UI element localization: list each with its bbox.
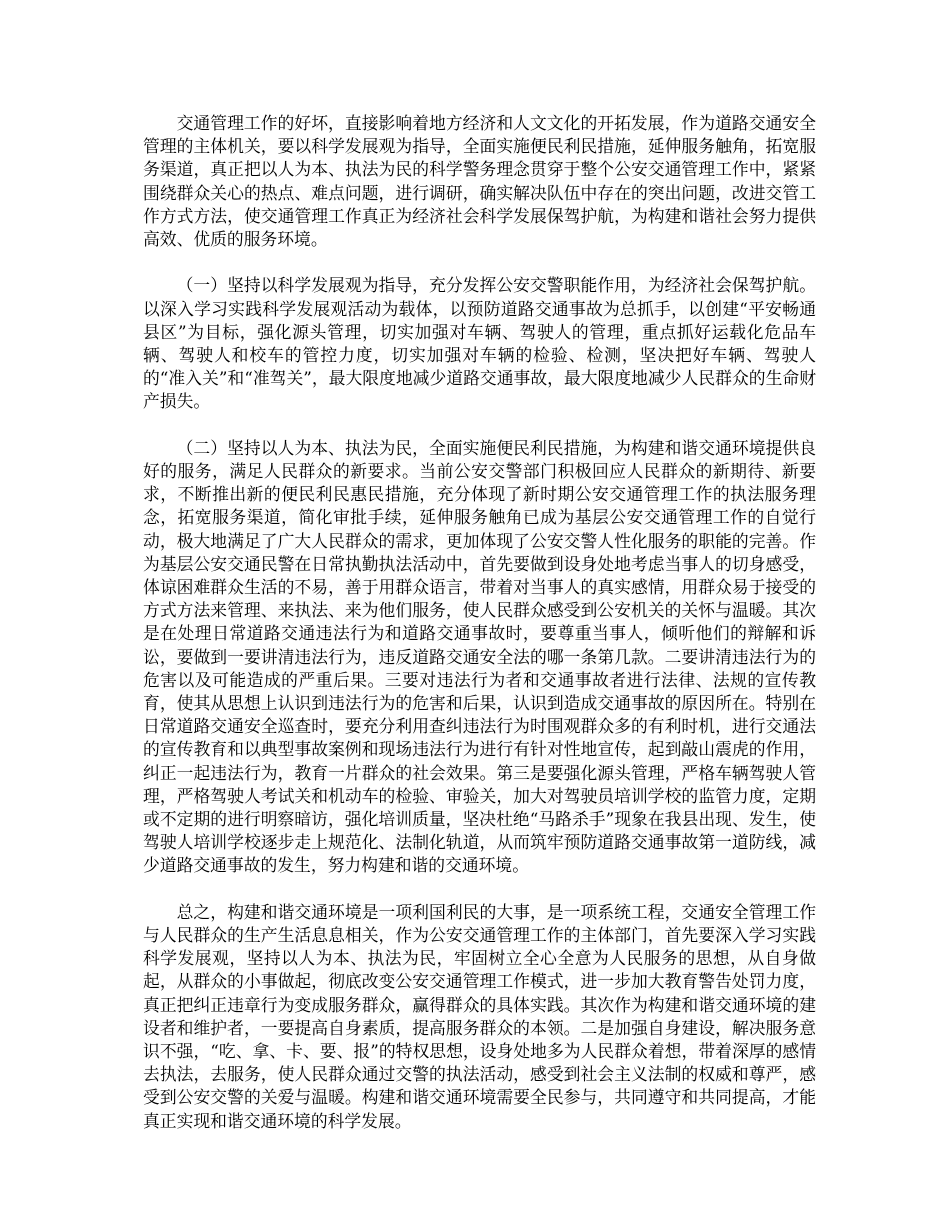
paragraph-conclusion: 总之，构建和谐交通环境是一项利国利民的大事，是一项系统工程，交通安全管理工作与人民群众的生产生活息息相关，作为公安交通管理工作的主体部门，首先要深入学习实践科学发展观，坚持以人为本、执法为民，牢固树立全心全意为人民服务的思想，从自身做起，从群众的小事做起，彻底改变公安交通管理工作模式，进一步加大教育警告处罚力度，真正把纠正违章行为变成服务群众，赢得群众的具体实践。其次作为构建和谐交通环境的建设者和维护者，一要提高自身素质，提高服务群众的本领。二是加强自身建设，解决服务意识不强，“吃、拿、卡、要、报”的特权思想，设身处地多为人民群众着想，带着深厚的感情去执法，去服务，使人民群众通过交警的执法活动，感受到社会主义法制的权威和尊严，感受到公安交警的关爱与温暖。构建和谐交通环境需要全民参与，共同遵守和共同提高，才能真正实现和谐交通环境的科学发展。 [143,901,816,1131]
document-body [143,112,816,1156]
paragraph-section-1: （一）坚持以科学发展观为指导，充分发挥公安交警职能作用，为经济社会保驾护航。以深入学习实践科学发展观活动为载体，以预防道路交通事故为总抓手，以创建“平安畅通县区”为目标，强化源头管理，切实加强对车辆、驾驶人的管理，重点抓好运载化危品车辆、驾驶人和校车的管控力度，切实加强对车辆的检验、检测，坚决把好车辆、驾驶人的“准入关”和“准驾关”，最大限度地减少道路交通事故，最大限度地减少人民群众的生命财产损失。 [143,275,816,412]
paragraph-intro: 交通管理工作的好坏，直接影响着地方经济和人文文化的开拓发展，作为道路交通安全管理的主体机关，要以科学发展观为指导，全面实施便民利民措施，延伸服务触角，拓宽服务渠道，真正把以人为本、执法为民的科学警务理念贯穿于整个公安交通管理工作中，紧紧围绕群众关心的热点、难点问题，进行调研，确实解决队伍中存在的突出问题，改进交管工作方式方法，使交通管理工作真正为经济社会科学发展保驾护航，为构建和谐社会努力提供高效、优质的服务环境。 [143,113,816,250]
paragraph-section-2: （二）坚持以人为本、执法为民，全面实施便民利民措施，为构建和谐交通环境提供良好的服务，满足人民群众的新要求。当前公安交警部门积极回应人民群众的新期待、新要求，不断推出新的便民利民惠民措施，充分体现了新时期公安交通管理工作的执法服务理念，拓宽服务渠道，简化审批手续，延伸服务触角已成为基层公安交通管理工作的自觉行动，极大地满足了广大人民群众的需求，更加体现了公安交警人性化服务的职能的完善。作为基层公安交通民警在日常执勤执法活动中，首先要做到设身处地考虑当事人的切身感受，体谅困难群众生活的不易，善于用群众语言，带着对当事人的真实感情，用群众易于接受的方式方法来管理、来执法、来为他们服务，使人民群众感受到公安机关的关怀与温暖。其次是在处理日常道路交通违法行为和道路交通事故时，要尊重当事人，倾听他们的辩解和诉讼，要做到一要讲清违法行为，违反道路交通安全法的哪一条第几款。二要讲清违法行为的危害以及可能造成的严重后果。三要对违法行为者和交通事故者进行法律、法规的宣传教育，使其从思想上认识到违法行为的危害和后果，认识到造成交通事故的原因所在。特别在日常道路交通安全巡查时，要充分利用查纠违法行为时围观群众多的有利时机，进行交通法的宣传教育和以典型事故案例和现场违法行为进行有针对性地宣传，起到敲山震虎的作用，纠正一起违法行为，教育一片群众的社会效果。第三是要强化源头管理，严格车辆驾驶人管理，严格驾驶人考试关和机动车的检验、审验关，加大对驾驶员培训学校的监管力度，定期或不定期的进行明察暗访，强化培训质量，坚决杜绝“马路杀手”现象在我县出现、发生，使驾驶人培训学校逐步走上规范化、法制化轨道，从而筑牢预防道路交通事故第一道防线，减少道路交通事故的发生，努力构建和谐的交通环境。 [143,437,816,876]
